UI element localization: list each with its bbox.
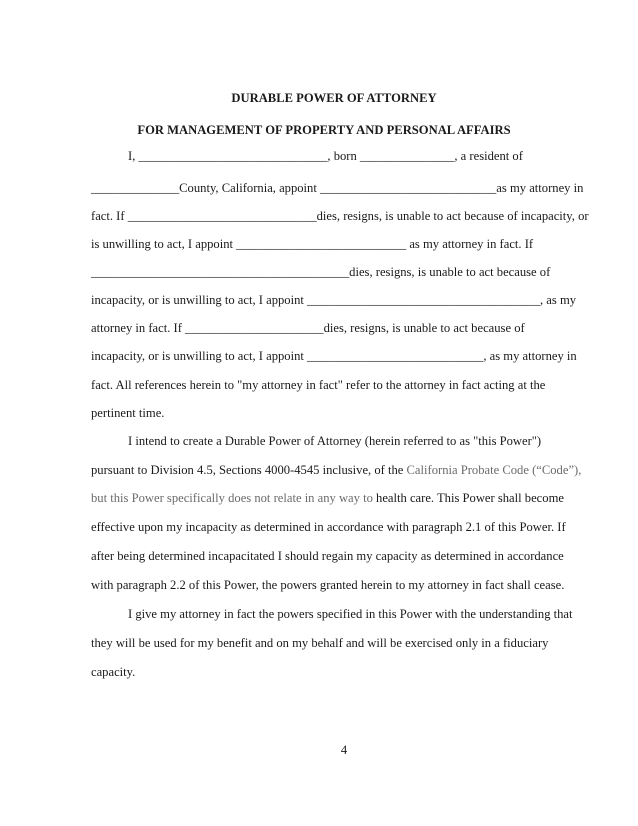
probate-code-link-continued[interactable]: but this Power specifically does not relate in any way to (91, 491, 373, 505)
paragraph-2-line (91, 490, 564, 506)
paragraph-3-line: I give my attorney in fact the powers specified in this Power with the understanding that (128, 607, 573, 621)
paragraph-1-line: attorney in fact. If ______________________dies, resigns, is unable to act because of (91, 321, 525, 335)
paragraph-1-line: incapacity, or is unwilling to act, I appoint _____________________________________, as my (91, 293, 577, 307)
paragraph-2-line: with paragraph 2.2 of this Power, the powers granted herein to my attorney in fact shall cease. (91, 578, 565, 592)
paragraph-1-line: pertinent time. (91, 406, 165, 420)
paragraph-1-line: incapacity, or is unwilling to act, I appoint ____________________________, as my attorney in (91, 349, 577, 363)
document-title: DURABLE POWER OF ATTORNEY (231, 91, 437, 105)
document-subtitle: FOR MANAGEMENT OF PROPERTY AND PERSONAL AFFAIRS (137, 123, 511, 137)
paragraph-2-line: I intend to create a Durable Power of Attorney (herein referred to as "this Power") (128, 434, 542, 448)
paragraph-1-line: is unwilling to act, I appoint ___________________________ as my attorney in fact. If (91, 237, 534, 251)
paragraph-3-line: they will be used for my benefit and on my behalf and will be exercised only in a fiduciary (91, 636, 549, 650)
paragraph-1-line: fact. If ______________________________dies, resigns, is unable to act because of incapacity, or (91, 209, 589, 223)
paragraph-1-line: _________________________________________dies, resigns, is unable to act because of (91, 265, 551, 279)
paragraph-1-line: I, ______________________________, born _______________, a resident of (128, 149, 523, 163)
paragraph-1-line: fact. All references herein to "my attorney in fact" refer to the attorney in fact acting at the (91, 378, 546, 392)
paragraph-2-text: pursuant to Division 4.5, Sections 4000-4545 inclusive, of the (91, 463, 407, 477)
paragraph-2-text: health care. This Power shall become (372, 491, 564, 505)
paragraph-1-line: ______________County, California, appoint ____________________________as my attorney in (91, 181, 584, 195)
probate-code-link[interactable]: California Probate Code (“Code”), (406, 463, 582, 477)
paragraph-2-line: after being determined incapacitated I should regain my capacity as determined in accordance (91, 549, 564, 563)
page-number: 4 (340, 743, 348, 757)
paragraph-2-line: effective upon my incapacity as determined in accordance with paragraph 2.1 of this Power. If (91, 520, 566, 534)
paragraph-3-line: capacity. (91, 665, 136, 679)
paragraph-2-line (91, 462, 581, 478)
